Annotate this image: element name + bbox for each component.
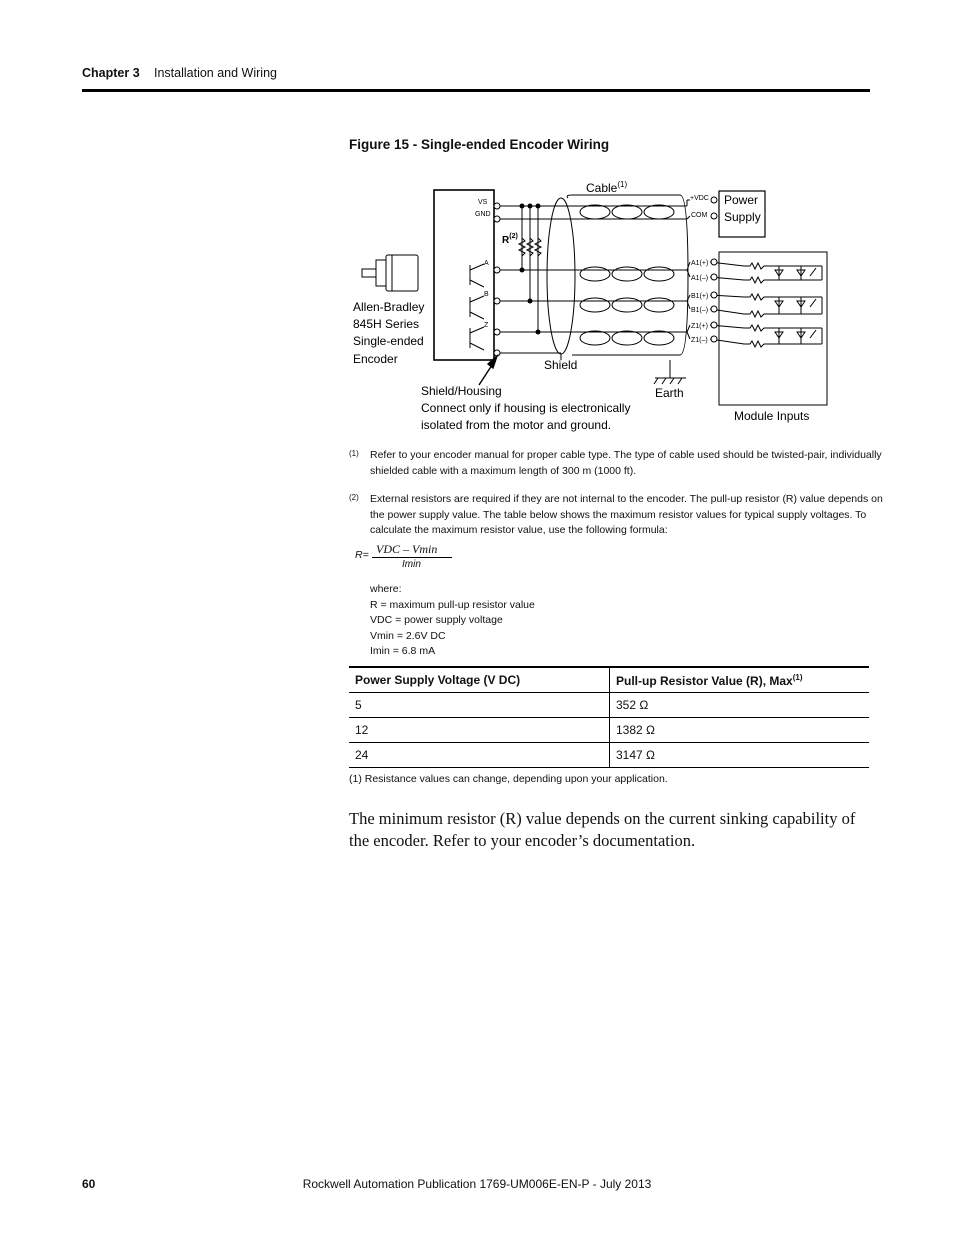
footnote-1-line-1: Refer to your encoder manual for proper cable type. The type of cable used should be twisted-pair, individually: [370, 449, 882, 461]
earth-icon: [654, 360, 686, 384]
power-supply-label-2: Supply: [724, 210, 761, 224]
a-label: A: [484, 260, 489, 267]
b-label: B: [484, 291, 489, 298]
table-row: [349, 693, 869, 718]
table-cell: 352 Ω: [610, 693, 870, 718]
encoder-label-1: Allen-Bradley: [353, 300, 425, 314]
publication-info: Rockwell Automation Publication 1769-UM006E-EN-P - July 2013: [302, 1177, 652, 1191]
resistor-label: $R^{(2)}$: [502, 233, 518, 246]
b1m-label: B1(–): [691, 307, 709, 314]
vdc-label: +VDC: [690, 195, 709, 202]
table-cell: 3147 Ω: [610, 743, 870, 768]
footnote-1-line-2: shielded cable with a maximum length of 300 m (1000 ft).: [370, 464, 637, 477]
a1m-label: A1(–): [691, 275, 709, 282]
where-line: Vmin = 2.6V DC: [370, 629, 446, 642]
encoder-label-4: Encoder: [353, 352, 398, 366]
table-header-resistor-text: Pull-up Resistor Value (R), Max: [616, 673, 793, 688]
shield-housing-label-3: isolated from the motor and ground.: [421, 418, 612, 432]
encoder-transistors: [470, 264, 484, 350]
module-terminals: [711, 197, 717, 342]
formula-lhs: R=: [355, 549, 369, 561]
z1p-label: Z1(+): [691, 323, 708, 330]
formula-numerator: VDC – Vmin: [376, 542, 438, 556]
vs-label: VS: [478, 199, 488, 206]
table-row: [349, 743, 869, 768]
module-circuits: [744, 263, 822, 347]
table-header-row: [349, 667, 869, 693]
encoder-label-2: 845H Series: [353, 317, 420, 331]
page-number: 60: [82, 1177, 96, 1191]
table-cell: 1382 Ω: [610, 718, 870, 743]
formula-denominator: Imin: [402, 559, 421, 570]
figure-title: Figure 15 - Single-ended Encoder Wiring: [349, 137, 610, 152]
table-header-note: (1): [792, 672, 803, 682]
a1p-label: A1(+): [691, 260, 709, 267]
formula-definitions: [370, 582, 535, 660]
table-row: [349, 718, 869, 743]
earth-label: Earth: [655, 386, 684, 400]
table-cell: 24: [349, 743, 610, 768]
chapter-title: Installation and Wiring: [154, 66, 277, 80]
z-label: Z: [484, 322, 489, 329]
z1m-label: Z1(–): [691, 337, 708, 344]
gnd-label: GND: [475, 211, 491, 218]
where-line: where:: [370, 583, 402, 595]
table-cell: 12: [349, 718, 610, 743]
b1p-label: B1(+): [691, 293, 709, 300]
table-cell: 5: [349, 693, 610, 718]
power-supply-label-1: Power: [724, 193, 759, 207]
wiring-diagram: [0, 0, 954, 440]
footnote-2-mark: (2): [349, 493, 359, 502]
module-inputs-label: Module Inputs: [734, 409, 810, 423]
formula-fraction-bar: [372, 557, 452, 558]
footnote-2-line-2: the power supply value. The table below shows the maximum resistor values for typical supply voltages. To: [370, 508, 867, 521]
footnote-1-mark: (1): [349, 449, 359, 458]
where-line: Imin = 6.8 mA: [370, 645, 436, 657]
footnote-1-text: [370, 448, 882, 479]
footnote-2-text: [370, 492, 883, 539]
cable-label: Cable$^{(1)}$: [586, 180, 628, 195]
body-paragraph: The minimum resistor (R) value depends on the current sinking capability of the encoder. Refer to your encoder’s documentation.: [349, 809, 856, 850]
table-footnote: (1) Resistance values can change, depending upon your application.: [349, 773, 668, 785]
encoder-terminals: [494, 203, 500, 356]
shield-housing-label-1: Shield/Housing: [421, 384, 502, 398]
footnote-2-line-3: calculate the maximum resistor value, use the following formula:: [370, 524, 668, 536]
where-line: VDC = power supply voltage: [370, 614, 503, 626]
encoder-motor-icon: [362, 255, 418, 291]
table-header-resistor: [610, 667, 870, 693]
table-header-voltage: Power Supply Voltage (V DC): [349, 667, 610, 693]
shield-housing-label-2: Connect only if housing is electronically: [421, 401, 631, 415]
shield-label: Shield: [544, 358, 578, 372]
footnote-2-line-1: External resistors are required if they are not internal to the encoder. The pull-up resistor (R) value depends on: [370, 493, 883, 505]
resistor-table: [349, 666, 869, 768]
where-line: R = maximum pull-up resistor value: [370, 598, 535, 611]
cable-twists: [500, 195, 688, 360]
com-label: COM: [691, 212, 708, 219]
encoder-label-3: Single-ended: [353, 334, 424, 348]
chapter-label: Chapter 3: [82, 66, 140, 80]
